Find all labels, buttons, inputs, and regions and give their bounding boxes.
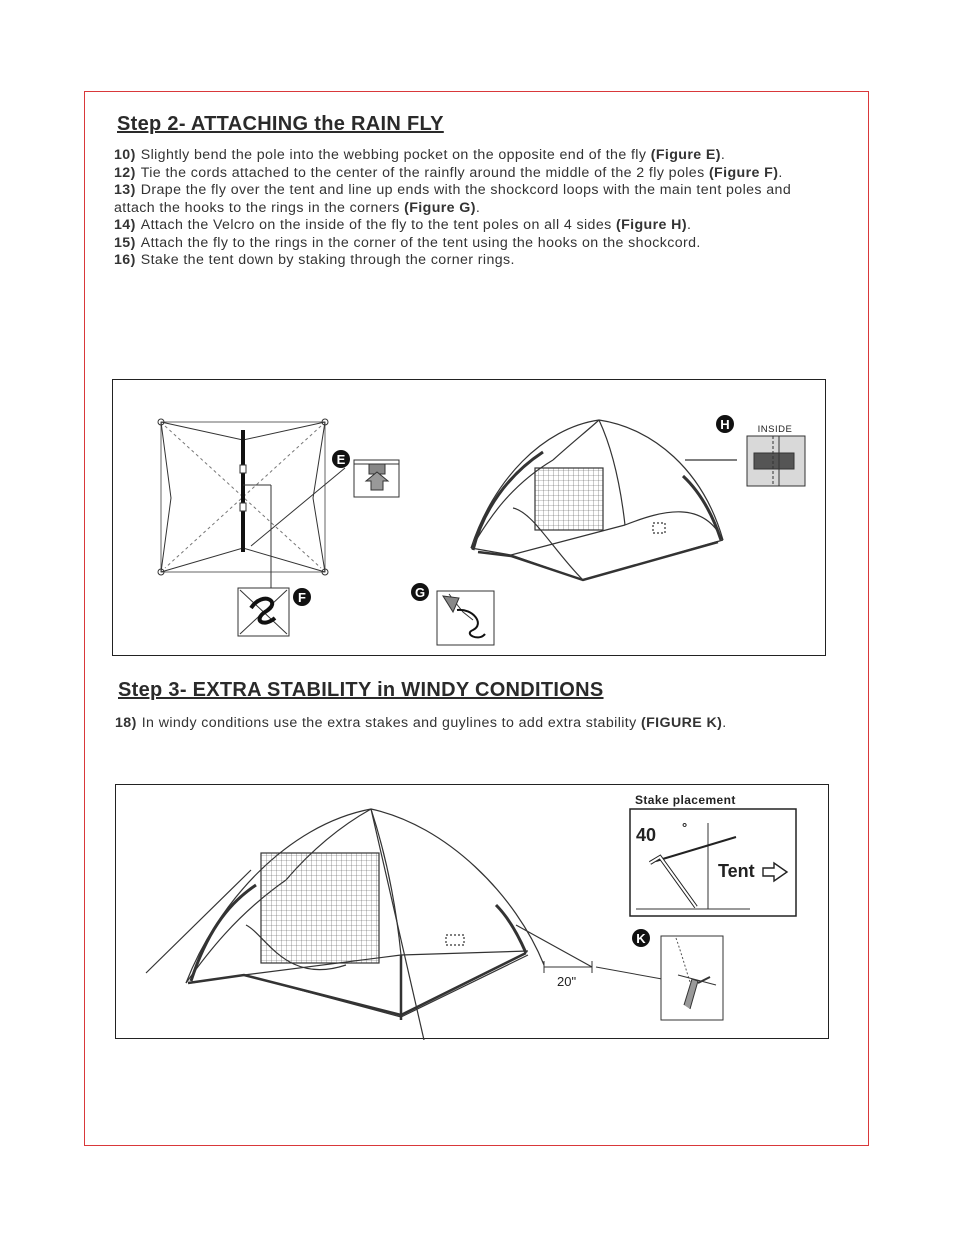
degree-symbol: ° — [682, 820, 688, 835]
distance-label: 20" — [557, 974, 577, 989]
figure-h-label: H — [720, 417, 730, 432]
figure-e-label: E — [336, 452, 346, 467]
inside-label: INSIDE — [757, 424, 793, 435]
figure-g-label: G — [414, 585, 426, 600]
step2-heading: Step 2- ATTACHING the RAIN FLY — [117, 113, 444, 135]
step3-heading: Step 3- EXTRA STABILITY in WINDY CONDITIONS — [118, 679, 604, 701]
figure-g-inset — [411, 583, 494, 645]
figure-f-inset — [238, 588, 311, 636]
flat-rainfly-drawing — [158, 419, 345, 588]
instruction-item: 15) Attach the fly to the rings in the corner of the tent using the hooks on the shockcord. — [114, 234, 701, 251]
rainfly-illustration — [112, 379, 826, 656]
instruction-item: 12) Tie the cords attached to the center of the rainfly around the middle of the 2 fly poles (Figure F). — [114, 164, 783, 181]
figure-f-label: F — [298, 590, 306, 605]
step2-instructions — [114, 147, 814, 270]
staked-tent-drawing — [146, 809, 592, 1040]
stability-illustration — [115, 784, 829, 1039]
figure-k-label: K — [636, 931, 646, 946]
instruction-item: 16) Stake the tent down by staking through the corner rings. — [114, 252, 515, 268]
instruction-item: 13) Drape the fly over the tent and line up ends with the shockcord loops with the main tent poles and attach the hooks to the rings in the corners (Figure G). — [114, 182, 792, 216]
instruction-item: 10) Slightly bend the pole into the webbing pocket on the opposite end of the fly (Figure E). — [114, 147, 726, 163]
dome-tent-drawing — [471, 420, 737, 580]
figure-h-inset — [716, 415, 805, 486]
figure-e-inset — [332, 450, 399, 497]
instruction-item: 14) Attach the Velcro on the inside of the fly to the tent poles on all 4 sides (Figure H). — [114, 217, 692, 233]
angle-label: 40 — [636, 825, 657, 845]
tent-label: Tent — [718, 861, 755, 881]
stake-placement-diagram — [630, 809, 796, 916]
stake-placement-title: Stake placement — [635, 793, 736, 807]
step3-instruction: 18) In windy conditions use the extra stakes and guylines to add extra stability (FIGURE K). — [115, 715, 727, 731]
figure-k-inset — [632, 929, 723, 1020]
